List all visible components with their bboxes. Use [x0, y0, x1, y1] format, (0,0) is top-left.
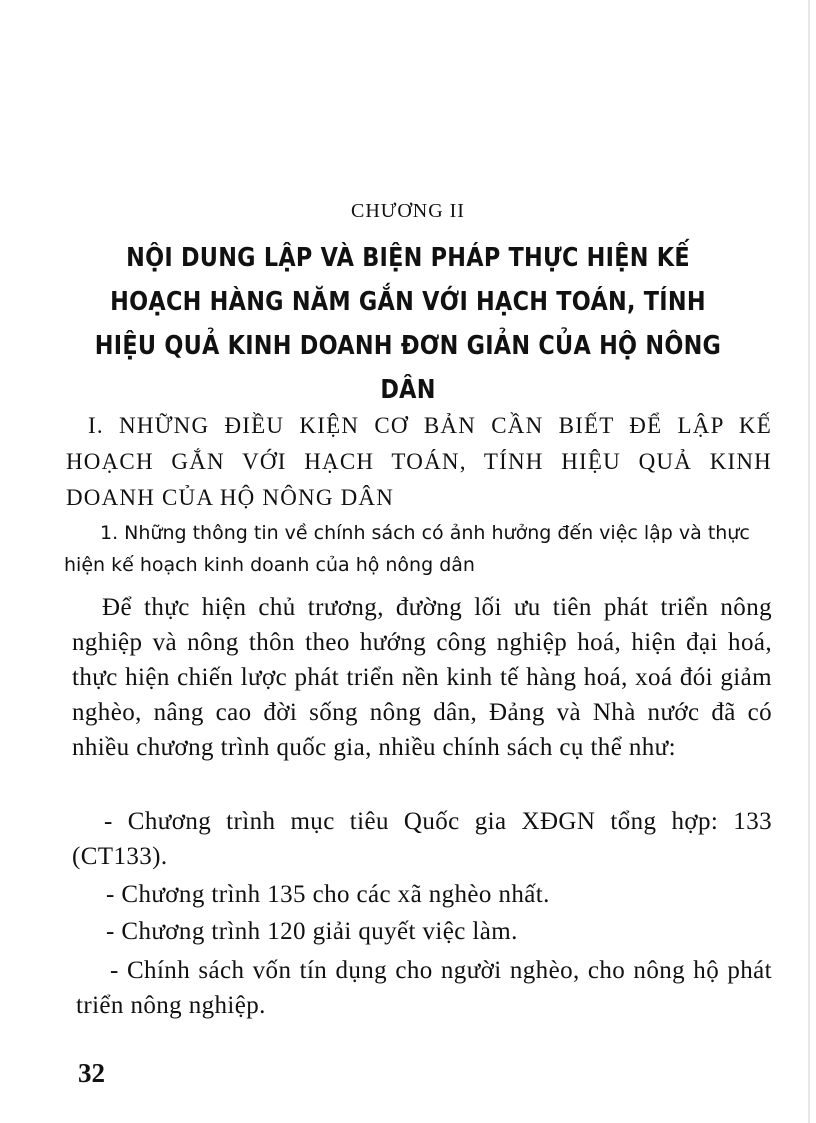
list-item-credit-policy: - Chính sách vốn tín dụng cho người nghèo, cho nông hộ phát triển nông nghiệp.: [76, 957, 772, 1019]
section-heading: I. NHỮNG ĐIỀU KIỆN CƠ BẢN CẦN BIẾT ĐỂ LẬP KẾ HOẠCH GẮN VỚI HẠCH TOÁN, TÍNH HIỆU QUẢ KINH DOANH CỦA HỘ NÔNG DÂN: [66, 413, 772, 510]
list-item-program-133: - Chương trình mục tiêu Quốc gia XĐGN tổng hợp: 133 (CT133).: [72, 808, 772, 870]
page-edge-divider: [808, 0, 810, 1123]
list-item-program-135: - Chương trình 135 cho các xã nghèo nhất.: [106, 881, 550, 908]
list-item-program-120: - Chương trình 120 giải quyết việc làm.: [106, 918, 518, 945]
chapter-label: CHƯƠNG II: [351, 200, 465, 222]
page-number: 32: [78, 1058, 105, 1088]
intro-paragraph: Để thực hiện chủ trương, đường lối ưu tiên phát triển nông nghiệp và nông thôn theo hướng công nghiệp hoá, hiện đại hoá, thực hiện chiến lược phát triển nền kinh tế hàng hoá, xoá đói giảm nghèo, nâng cao đời sống nông dân, Đảng và Nhà nước đã có nhiều chương trình quốc gia, nhiều chính sách cụ thể như:: [72, 594, 772, 761]
subsection-heading: 1. Những thông tin về chính sách có ảnh hưởng đến việc lập và thực hiện kế hoạch kinh doanh của hộ nông dân: [64, 522, 750, 576]
chapter-title: NỘI DUNG LẬP VÀ BIỆN PHÁP THỰC HIỆN KẾ HOẠCH HÀNG NĂM GẮN VỚI HẠCH TOÁN, TÍNH HIỆU QUẢ KINH DOANH ĐƠN GIẢN CỦA HỘ NÔNG DÂN: [94, 243, 722, 405]
